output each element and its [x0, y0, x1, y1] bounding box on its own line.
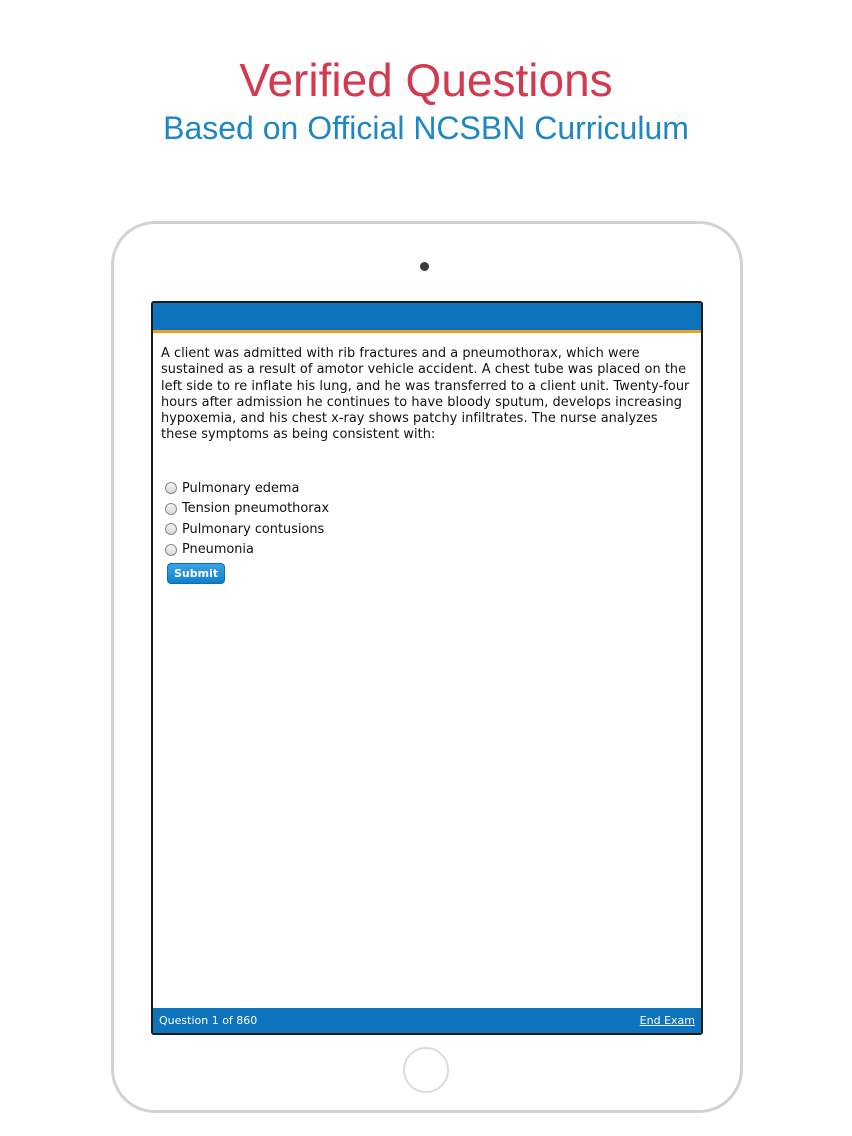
end-exam-link[interactable]: End Exam — [639, 1014, 695, 1027]
question-text: A client was admitted with rib fractures and a pneumothorax, which were sustained as a result of amotor vehicle accident. A chest tube was placed on the left side to re inflate his lung, and he was transferred to a client unit. Twenty-four hours after admission he continues to have bloody sputum, develops increasing hypoxemia, and his chest x-ray shows patchy infiltrates. The nurse analyzes these symptoms as being consistent with: — [161, 346, 690, 443]
answer-option-label: Pulmonary contusions — [182, 521, 325, 537]
tablet-frame — [111, 221, 743, 1113]
answer-option[interactable] — [165, 478, 693, 499]
radio-button-icon[interactable] — [165, 544, 177, 556]
question-area — [153, 333, 701, 584]
answer-option[interactable] — [165, 540, 693, 561]
answer-option[interactable] — [165, 498, 693, 519]
radio-button-icon[interactable] — [165, 523, 177, 535]
promo-subheadline: Based on Official NCSBN Curriculum — [163, 110, 689, 146]
submit-button[interactable]: Submit — [167, 563, 225, 584]
promo-headline: Verified Questions — [239, 54, 613, 106]
answer-option-label: Pneumonia — [182, 542, 254, 558]
answer-options — [161, 478, 693, 584]
radio-button-icon[interactable] — [165, 503, 177, 515]
camera-icon — [420, 262, 429, 271]
answer-option[interactable] — [165, 519, 693, 540]
question-progress: Question 1 of 860 — [159, 1014, 258, 1027]
app-screen — [151, 301, 703, 1035]
app-header-bar — [153, 303, 701, 333]
app-footer-bar — [153, 1008, 701, 1033]
answer-option-label: Pulmonary edema — [182, 480, 300, 496]
radio-button-icon[interactable] — [165, 482, 177, 494]
home-button[interactable] — [403, 1047, 449, 1093]
answer-option-label: Tension pneumothorax — [182, 501, 330, 517]
